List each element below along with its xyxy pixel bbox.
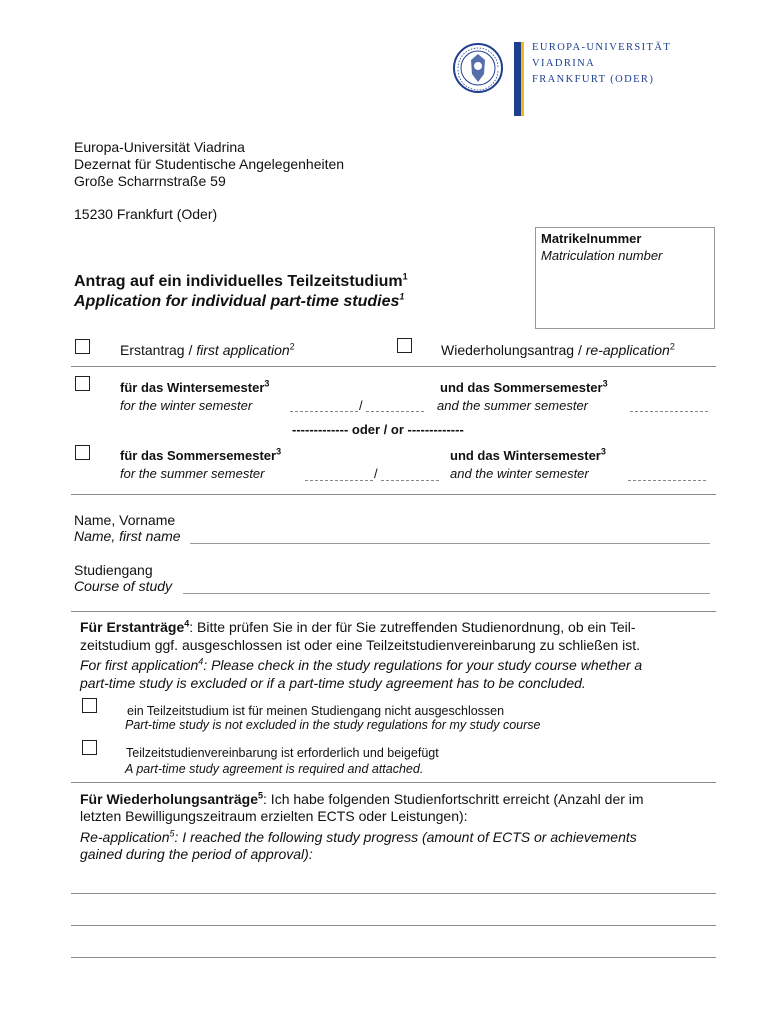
re-app-text-en-1: Re-application$^5$: I reached the following study progress (amount of ECTS or achievements: [80, 828, 637, 845]
first-application-label: Erstantrag / first application$^2$: [120, 341, 295, 358]
re-app-text-en-2: gained during the period of approval):: [80, 846, 313, 862]
logo-yellow-bar: [521, 42, 524, 116]
university-logo: [452, 40, 692, 120]
winter-year-blank[interactable]: [628, 480, 706, 481]
first-app-text-en-2: part-time study is excluded or if a part-time study agreement has to be concluded.: [80, 675, 586, 691]
and-winter-label: und das Wintersemester$^3$: [450, 446, 606, 463]
first-app-text-de-1: Für Erstanträge$^4$: Bitte prüfen Sie in der für Sie zutreffenden Studienordnung, ob ein Teil-: [80, 618, 636, 635]
and-summer-label-en: and the summer semester: [437, 398, 589, 413]
address-city: 15230 Frankfurt (Oder): [74, 206, 218, 222]
name-label-de: Name, Vorname: [74, 512, 176, 528]
summer-winter-checkbox[interactable]: [75, 445, 90, 460]
and-summer-label: und das Sommersemester$^3$: [440, 378, 608, 395]
not-excluded-checkbox[interactable]: [82, 698, 97, 713]
re-application-checkbox[interactable]: [397, 338, 412, 353]
matriculation-number-box[interactable]: [535, 227, 715, 329]
progress-answer-line-3[interactable]: [71, 957, 716, 958]
divider: [71, 611, 716, 612]
agreement-label-de: Teilzeitstudienvereinbarung ist erforderlich und beigefügt: [126, 746, 439, 760]
address-line-3: Große Scharrnstraße 59: [74, 173, 226, 189]
matriculation-label-en: Matriculation number: [541, 248, 663, 263]
re-app-text-de-1: Für Wiederholungsanträge$^5$: Ich habe folgenden Studienfortschritt erreicht (Anzahl der im: [80, 790, 644, 807]
first-app-text-en-1: For first application$^4$: Please check in the study regulations for your study course whether a: [80, 656, 643, 673]
winter-semester-label-en: for the winter semester: [120, 398, 253, 413]
summer-year-slash: /: [374, 466, 378, 481]
course-label-de: Studiengang: [74, 562, 153, 578]
first-app-text-de-2: zeitstudium ggf. ausgeschlossen ist oder eine Teilzeitstudienvereinbarung zu schließen ist.: [80, 637, 641, 653]
divider: [71, 782, 716, 783]
divider: [71, 494, 716, 495]
name-field[interactable]: [190, 543, 710, 544]
logo-blue-bar: [514, 42, 521, 116]
progress-answer-line-2[interactable]: [71, 925, 716, 926]
summer-year-blank-1[interactable]: [305, 480, 373, 481]
agreement-label-en: A part-time study agreement is required and attached.: [125, 762, 424, 776]
winter-year-blank-2[interactable]: [366, 411, 424, 412]
agreement-attached-checkbox[interactable]: [82, 740, 97, 755]
name-label-en: Name, first name: [74, 528, 181, 544]
winter-year-blank-1[interactable]: [290, 411, 358, 412]
title-en-footnote: 1: [399, 291, 405, 302]
address-line-2: Dezernat für Studentische Angelegenheiten: [74, 156, 345, 172]
logo-line-3: FRANKFURT (ODER): [532, 74, 655, 85]
re-app-text-de-2: letzten Bewilligungszeitraum erzielten ECTS oder Leistungen):: [80, 808, 468, 824]
progress-answer-line-1[interactable]: [71, 893, 716, 894]
logo-line-2: VIADRINA: [532, 58, 596, 69]
winter-year-slash: /: [359, 398, 363, 413]
logo-line-1: EUROPA-UNIVERSITÄT: [532, 42, 672, 53]
summer-semester-label-en: for the summer semester: [120, 466, 265, 481]
or-separator: ------------- oder / or -------------: [292, 422, 464, 437]
course-label-en: Course of study: [74, 578, 173, 594]
summer-year-blank-2[interactable]: [381, 480, 439, 481]
not-excluded-label-en: Part-time study is not excluded in the study regulations for my study course: [125, 718, 541, 732]
title-footnote: 1: [402, 271, 408, 282]
matriculation-label-de: Matrikelnummer: [541, 231, 642, 246]
divider: [71, 366, 716, 367]
university-seal-icon: [452, 42, 504, 94]
address-line-1: Europa-Universität Viadrina: [74, 139, 245, 155]
summer-year-blank[interactable]: [630, 411, 708, 412]
first-application-checkbox[interactable]: [75, 339, 90, 354]
re-application-label: Wiederholungsantrag / re-application$^2$: [441, 341, 675, 358]
summer-semester-label: für das Sommersemester$^3$: [120, 446, 282, 463]
winter-summer-checkbox[interactable]: [75, 376, 90, 391]
not-excluded-label-de: ein Teilzeitstudium ist für meinen Studiengang nicht ausgeschlossen: [127, 704, 505, 718]
course-field[interactable]: [183, 593, 710, 594]
title-de: Antrag auf ein individuelles Teilzeitstudium: [74, 273, 403, 290]
and-winter-label-en: and the winter semester: [450, 466, 589, 481]
title-en: Application for individual part-time studies: [74, 293, 400, 310]
winter-semester-label: für das Wintersemester$^3$: [120, 378, 270, 395]
page-subtitle: [74, 293, 404, 311]
page-title: [74, 273, 408, 291]
